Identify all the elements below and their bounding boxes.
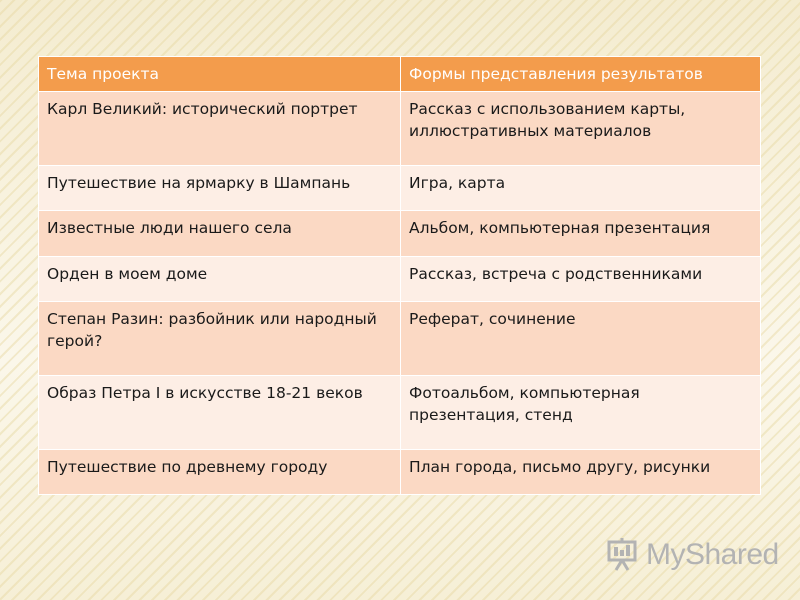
- table-row: [39, 256, 761, 301]
- myshared-logo[interactable]: [606, 536, 779, 576]
- logo-text: MyShared: [646, 538, 779, 571]
- forms-cell: Рассказ с использованием карты, иллюстративных материалов: [401, 92, 761, 166]
- forms-cell: План города, письмо другу, рисунки: [401, 449, 761, 494]
- table-header-row: [39, 57, 761, 92]
- table-row: [39, 375, 761, 449]
- projects-table: [38, 56, 761, 495]
- topic-cell: Орден в моем доме: [39, 256, 401, 301]
- header-forms: Формы представления результатов: [401, 57, 761, 92]
- table-row: [39, 92, 761, 166]
- topic-cell: Степан Разин: разбойник или народный герой?: [39, 301, 401, 375]
- forms-cell: Игра, карта: [401, 165, 761, 210]
- topic-cell: Известные люди нашего села: [39, 211, 401, 256]
- table-row: [39, 211, 761, 256]
- table-row: [39, 165, 761, 210]
- topic-cell: Путешествие по древнему городу: [39, 449, 401, 494]
- table-row: [39, 301, 761, 375]
- topic-cell: Карл Великий: исторический портрет: [39, 92, 401, 166]
- topic-cell: Образ Петра I в искусстве 18-21 веков: [39, 375, 401, 449]
- forms-cell: Фотоальбом, компьютерная презентация, стенд: [401, 375, 761, 449]
- presentation-board-icon: [606, 536, 642, 572]
- forms-cell: Реферат, сочинение: [401, 301, 761, 375]
- table-row: [39, 449, 761, 494]
- header-topic: Тема проекта: [39, 57, 401, 92]
- forms-cell: Альбом, компьютерная презентация: [401, 211, 761, 256]
- forms-cell: Рассказ, встреча с родственниками: [401, 256, 761, 301]
- topic-cell: Путешествие на ярмарку в Шампань: [39, 165, 401, 210]
